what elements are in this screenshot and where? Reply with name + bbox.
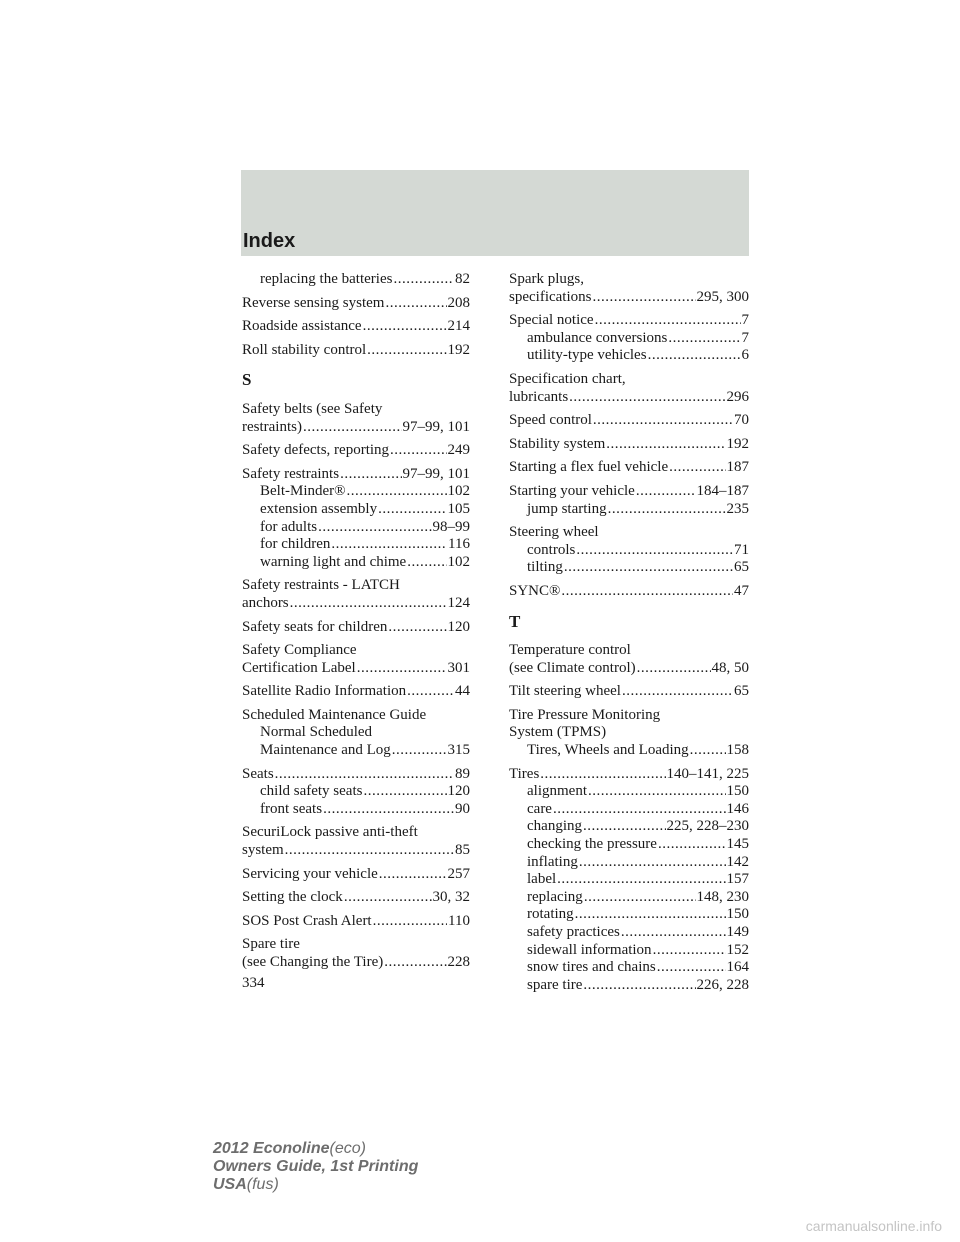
entry-page-ref: 226, 228 [696,976,749,993]
entry-page-ref: 65 [734,683,749,700]
dot-leader [583,977,695,995]
entry-page-ref: 47 [734,582,749,599]
dot-leader [290,595,447,613]
dot-leader [363,783,446,801]
dot-leader [569,389,725,407]
index-entry-line [242,683,470,701]
entry-page-ref: 120 [447,783,470,800]
entry-page-ref: 192 [726,435,749,452]
dot-leader [388,619,446,637]
index-entry [242,401,470,436]
dot-leader [347,483,447,501]
entry-term: rotating [527,906,574,923]
entry-term: Special notice [509,312,594,329]
entry-term: Safety seats for children [242,618,388,635]
entry-page-ref: 48, 50 [711,659,749,676]
index-entry [509,312,749,365]
index-entry [242,936,470,971]
dot-leader [621,924,726,942]
entry-page-ref: 65 [734,559,749,576]
dot-leader [553,801,726,819]
index-entry [242,442,470,460]
entry-term: (see Changing the Tire) [242,954,384,970]
entry-page-ref: 30, 32 [432,889,470,906]
dot-leader [561,583,733,601]
index-column-left [242,271,470,978]
entry-term: controls [527,541,576,558]
entry-page-ref: 105 [447,500,470,517]
index-entry-line [242,442,470,460]
entry-page-ref: 124 [447,594,470,611]
entry-page-ref: 192 [447,341,470,358]
index-entry-line [509,289,749,307]
dot-leader [653,942,726,960]
index-entry-line [509,766,749,784]
entry-page-ref: 70 [734,412,749,429]
header-band [241,170,749,256]
entry-term: inflating [527,853,578,870]
index-subentry [509,559,749,577]
index-entry-line [509,724,749,742]
entry-term: Speed control [509,412,592,429]
entry-term: Roll stability control [242,341,367,358]
entry-term: SOS Post Crash Alert [242,912,372,929]
dot-leader [583,818,666,836]
index-subentry [242,554,470,572]
entry-term: label [527,871,557,888]
index-entry [509,766,749,995]
index-entry-line [242,595,470,613]
index-entry-line [242,660,470,678]
index-subentry [509,818,749,836]
entry-page-ref: 228 [447,954,470,970]
entry-page-ref: 295, 300 [696,288,749,305]
entry-term: Safety restraints - LATCH [242,577,400,594]
entry-term: (see Climate control) [509,659,636,676]
dot-leader [636,483,696,501]
index-subentry [509,959,749,977]
entry-page-ref: 158 [726,742,749,759]
entry-page-ref: 82 [455,271,470,287]
entry-term: Tires, Wheels and Loading [527,742,689,759]
entry-term: snow tires and chains [527,959,656,976]
index-subentry [242,501,470,519]
index-subentry [242,519,470,537]
index-entry [242,913,470,931]
dot-leader [564,559,733,577]
entry-page-ref: 164 [726,959,749,976]
entry-term: child safety seats [260,783,363,800]
index-entry [242,318,470,336]
index-entry [509,412,749,430]
entry-page-ref: 208 [447,294,470,311]
index-entry-line [242,954,470,972]
dot-leader [385,295,446,313]
dot-leader [407,554,446,572]
entry-page-ref: 301 [447,659,470,676]
entry-term: safety practices [527,924,620,940]
entry-term: checking the pressure [527,836,657,853]
index-entry [242,707,470,760]
entry-term: Reverse sensing system [242,294,385,311]
dot-leader [378,501,446,519]
dot-leader [275,766,454,784]
index-entry-line [509,642,749,660]
page-title: Index [243,230,296,252]
entry-page-ref: 146 [726,800,749,817]
index-subentry [242,483,470,501]
entry-term: extension assembly [260,500,378,517]
entry-term: Certification Label [242,659,356,676]
entry-page-ref: 102 [447,553,470,570]
index-entry-line [509,271,749,289]
entry-term: Specification chart, [509,370,626,387]
index-entry [242,619,470,637]
index-entry-line [509,371,749,389]
entry-term: Spare tire [242,936,300,953]
entry-page-ref: 120 [447,618,470,635]
index-entry-line [242,577,470,595]
dot-leader [367,342,446,360]
entry-term: warning light and chime [260,553,407,570]
dot-leader [648,347,741,365]
entry-term: Seats [242,765,274,782]
entry-term: Maintenance and Log [260,742,391,759]
dot-leader [363,318,447,336]
entry-term: Satellite Radio Information [242,683,407,700]
index-entry-line [242,866,470,884]
index-entry [509,436,749,454]
entry-term: care [527,800,552,817]
index-subentry [242,271,470,289]
index-entry-line [509,389,749,407]
index-entry-line [242,619,470,637]
entry-term: changing [527,818,582,835]
index-subentry [242,536,470,554]
entry-page-ref: 98–99 [432,518,470,535]
index-entry-line [242,342,470,360]
dot-leader [357,660,447,678]
entry-page-ref: 249 [447,442,470,459]
entry-term: tilting [527,559,563,576]
index-entry-line [242,401,470,419]
index-subentry [509,501,749,519]
index-entry-line [509,412,749,430]
dot-leader [658,836,726,854]
entry-page-ref: 315 [447,742,470,759]
index-entry-line [242,913,470,931]
entry-term: Setting the clock [242,889,343,906]
dot-leader [690,742,726,760]
index-entry [242,683,470,701]
entry-term: SecuriLock passive anti-theft [242,824,418,841]
entry-term: Tires [509,765,540,782]
entry-term: Scheduled Maintenance Guide [242,706,427,723]
dot-leader [407,683,454,701]
entry-term: for adults [260,518,318,535]
entry-term: Steering wheel [509,524,599,541]
index-entry-line [242,766,470,784]
index-entry-line [242,642,470,660]
index-column-right [509,271,749,1000]
index-entry [242,271,470,289]
entry-term: Servicing your vehicle [242,865,378,882]
dot-leader [540,766,665,784]
dot-leader [323,801,454,819]
entry-term: lubricants [509,388,569,405]
entry-term: Spark plugs, [509,271,584,287]
footer-line-2 [213,1158,418,1176]
entry-term: replacing the batteries [260,271,393,287]
index-entry [509,459,749,477]
index-subentry [509,906,749,924]
dot-leader [331,536,447,554]
index-entry-line [242,419,470,437]
index-entry-line [509,583,749,601]
entry-page-ref: 152 [726,941,749,958]
dot-leader [575,906,726,924]
dot-leader [637,660,711,678]
entry-term: specifications [509,288,592,305]
dot-leader [384,954,446,972]
index-subentry [509,330,749,348]
dot-leader [592,289,695,307]
entry-term: Safety defects, reporting [242,442,390,459]
index-entry-line [509,483,749,501]
index-entry [509,271,749,306]
entry-page-ref: 149 [726,924,749,940]
dot-leader [285,842,454,860]
entry-page-ref: 97–99, 101 [402,418,470,435]
index-entry [242,866,470,884]
index-subentry [509,836,749,854]
entry-term: System (TPMS) [509,724,607,741]
dot-leader [393,271,454,289]
entry-term: Temperature control [509,642,631,659]
index-entry-line [509,524,749,542]
entry-term: ambulance conversions [527,329,668,346]
entry-term: restraints) [242,418,302,435]
footer-line-1 [213,1140,418,1158]
entry-page-ref: 150 [726,906,749,923]
entry-page-ref: 110 [448,912,470,929]
index-entry [509,583,749,601]
entry-term: Tire Pressure Monitoring [509,706,661,723]
index-subentry [509,742,749,760]
entry-term: Normal Scheduled [260,724,373,741]
entry-page-ref: 7 [741,312,749,329]
index-entry [242,889,470,907]
section-letter: S [242,370,252,390]
entry-term: alignment [527,783,587,800]
index-entry [509,707,749,760]
entry-page-ref: 187 [726,459,749,476]
index-subentry [509,542,749,560]
index-subentry [242,742,470,760]
index-subentry [509,783,749,801]
entry-page-ref: 150 [726,783,749,800]
index-entry-line [509,683,749,701]
entry-page-ref: 116 [448,536,470,553]
footer-market-code: (fus) [246,1176,279,1193]
entry-term: Stability system [509,435,606,452]
entry-term: Starting a flex fuel vehicle [509,459,669,476]
entry-term: Safety belts (see Safety [242,400,383,417]
index-subentry [509,977,749,995]
index-entry [509,524,749,577]
dot-leader [668,330,740,348]
entry-term: system [242,842,284,859]
entry-page-ref: 85 [455,842,470,859]
entry-page-ref: 214 [447,318,470,335]
index-entry [242,766,470,819]
dot-leader [622,683,733,701]
index-subentry [509,854,749,872]
dot-leader [593,412,733,430]
index-entry-line [509,436,749,454]
entry-page-ref: 7 [741,329,749,346]
footer-market: USA [213,1176,247,1193]
watermark: carmanualsonline.info [805,1218,942,1234]
index-entry [509,683,749,701]
entry-page-ref: 102 [447,483,470,500]
entry-term: SYNC® [509,582,561,599]
index-subentry [509,942,749,960]
dot-leader [303,419,402,437]
entry-page-ref: 6 [741,347,749,364]
entry-term: Safety restraints [242,465,340,482]
footer-model: 2012 Econoline [213,1140,330,1157]
entry-page-ref: 184–187 [696,482,749,499]
index-subentry [509,801,749,819]
index-subentry [242,783,470,801]
entry-term: Tilt steering wheel [509,683,621,700]
dot-leader [392,742,447,760]
index-entry [509,642,749,677]
entry-term: replacing [527,888,583,905]
dot-leader [584,889,696,907]
index-subentry [509,347,749,365]
index-entry-line [242,889,470,907]
index-entry [509,483,749,518]
index-entry [242,642,470,677]
index-entry-line [242,824,470,842]
index-entry-line [509,459,749,477]
index-subentry [509,889,749,907]
index-entry-line [242,842,470,860]
entry-page-ref: 145 [726,836,749,853]
index-subentry [509,924,749,942]
dot-leader [576,542,733,560]
footer-line-3 [213,1176,418,1194]
dot-leader [606,436,725,454]
entry-page-ref: 296 [726,388,749,405]
entry-page-ref: 97–99, 101 [402,465,470,482]
dot-leader [340,466,401,484]
index-entry-line [242,295,470,313]
entry-page-ref: 142 [726,853,749,870]
entry-page-ref: 71 [734,541,749,558]
dot-leader [669,459,725,477]
dot-leader [390,442,446,460]
dot-leader [608,501,726,519]
entry-page-ref: 157 [726,871,749,888]
dot-leader [579,854,726,872]
entry-term: jump starting [527,500,607,517]
entry-term: Safety Compliance [242,642,357,659]
index-entry-line [242,936,470,954]
page-number: 334 [242,975,265,991]
index-entry [242,295,470,313]
footer-model-code: (eco) [329,1140,366,1157]
dot-leader [595,312,741,330]
dot-leader [588,783,726,801]
entry-page-ref: 235 [726,500,749,517]
entry-term: Belt-Minder® [260,483,346,500]
entry-page-ref: 140–141, 225 [666,765,749,782]
entry-term: spare tire [527,976,583,993]
entry-page-ref: 257 [447,865,470,882]
index-entry [509,371,749,406]
entry-page-ref: 148, 230 [696,888,749,905]
index-subentry [242,801,470,819]
entry-page-ref: 44 [455,683,470,700]
entry-page-ref: 89 [455,765,470,782]
entry-page-ref: 225, 228–230 [666,818,749,835]
entry-term: utility-type vehicles [527,347,647,364]
dot-leader [373,913,447,931]
index-entry-line [242,466,470,484]
dot-leader [379,866,447,884]
dot-leader [557,871,725,889]
index-entry [242,342,470,360]
entry-term: for children [260,536,331,553]
footer [213,1140,418,1194]
index-entry-line [509,707,749,725]
index-subentry [509,871,749,889]
index-entry-line [509,660,749,678]
index-entry-line [242,707,470,725]
footer-printing: Owners Guide, 1st Printing [213,1158,419,1175]
entry-term: front seats [260,800,323,817]
index-entry [242,466,470,572]
entry-page-ref: 90 [455,800,470,817]
entry-term: anchors [242,594,289,611]
entry-term: sidewall information [527,941,652,958]
section-letter: T [509,611,521,631]
entry-term: Starting your vehicle [509,482,635,499]
dot-leader [344,889,432,907]
index-entry [242,824,470,859]
dot-leader [318,519,431,537]
index-entry-line [509,312,749,330]
index-entry-line [242,318,470,336]
index-entry [242,577,470,612]
entry-term: Roadside assistance [242,318,362,335]
dot-leader [657,959,726,977]
index-subentry [242,724,470,742]
